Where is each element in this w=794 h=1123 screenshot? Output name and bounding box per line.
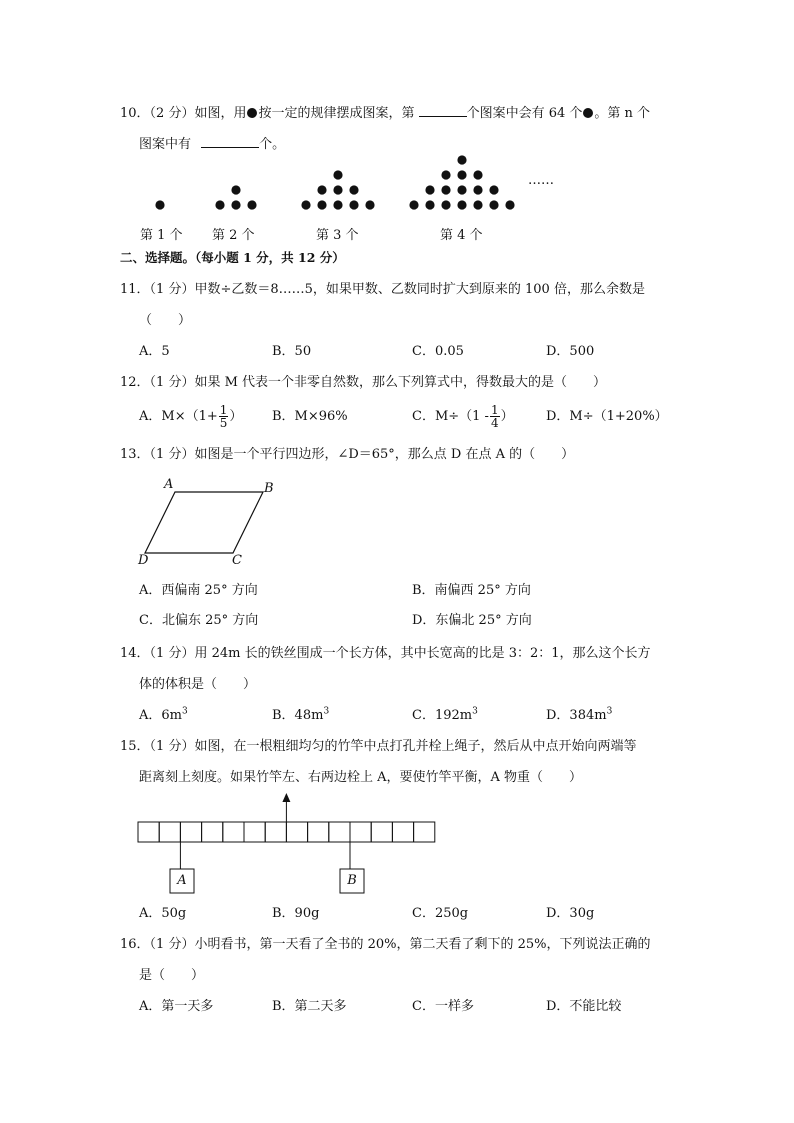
q13-option-a[interactable]: A．西偏南 25° 方向 [139, 583, 258, 598]
q16-option-c[interactable]: C．一样多 [412, 999, 474, 1014]
numerator: 1 [219, 403, 228, 417]
pole-segment [180, 822, 201, 842]
q15-option-a[interactable]: A．50g [139, 906, 187, 921]
figure-label-3: 第 3 个 [316, 228, 359, 243]
numerator: 1 [490, 403, 499, 417]
q10-text: 。第 n 个 [594, 106, 651, 121]
pole-segment [414, 822, 435, 842]
pole-segment [329, 822, 350, 842]
ellipsis: …… [528, 173, 554, 188]
denominator: 5 [219, 416, 228, 430]
q11-option-a[interactable]: A．5 [139, 344, 170, 359]
q13-stem: 13．（1 分）如图是一个平行四边形，∠D＝65°，那么点 D 在点 A 的（ ） [120, 447, 575, 462]
q10-text: 按一定的规律摆成图案，第 [258, 106, 415, 121]
q13-option-b[interactable]: B．南偏西 25° 方向 [412, 583, 531, 598]
q16-option-b[interactable]: B．第二天多 [272, 999, 347, 1014]
pole-segment [223, 822, 244, 842]
figure-label-1: 第 1 个 [140, 228, 183, 243]
pole-segment [371, 822, 392, 842]
pole-segment [350, 822, 371, 842]
vertex-label-d: D [138, 553, 149, 568]
q15-option-b[interactable]: B．90g [272, 906, 320, 921]
section-title: 二、选择题。（每小题 1 分，共 12 分） [120, 250, 345, 265]
pole-segment [138, 822, 159, 842]
pole-segment [159, 822, 180, 842]
vertex-label-b: B [264, 481, 274, 496]
q16-option-d[interactable]: D．不能比较 [546, 999, 622, 1014]
q11-stem: 11．（1 分）甲数÷乙数＝8……5，如果甲数、乙数同时扩大到原来的 100 倍，那么余数是 [120, 282, 645, 297]
q15-option-c[interactable]: C．250g [412, 906, 469, 921]
q10-text: 个。 [259, 137, 286, 152]
pole-segment [286, 822, 307, 842]
option-text: ） [500, 409, 514, 424]
q12-option-d[interactable]: D．M÷（1+20%） [546, 409, 668, 424]
q12-stem: 12．（1 分）如果 M 代表一个非零自然数，那么下列算式中，得数最大的是（ ） [120, 375, 607, 390]
exponent: 3 [323, 706, 330, 717]
q11-option-d[interactable]: D．500 [546, 344, 595, 359]
pole-segment [265, 822, 286, 842]
exponent: 3 [472, 706, 478, 717]
arrow-up-icon [282, 793, 290, 802]
pole-segment [392, 822, 413, 842]
q10-text: 个图案中会有 64 个 [466, 106, 583, 121]
q16-stem-line2: 是（ ） [139, 968, 205, 983]
denominator: 4 [490, 416, 499, 430]
q15-stem-line2: 距离刻上刻度。如果竹竿左、右两边栓上 A，要使竹竿平衡，A 物重（ ） [139, 770, 583, 785]
pole-segment [244, 822, 265, 842]
pole-segment [202, 822, 223, 842]
pole-segment [308, 822, 329, 842]
weight-b-label: B [347, 873, 357, 888]
vertex-label-c: C [232, 553, 242, 568]
q11-option-c[interactable]: C．0.05 [412, 344, 464, 359]
q10-text: 10．（2 分）如图，用 [120, 106, 247, 121]
weight-a-label: A [177, 873, 187, 888]
option-text: C．M÷（1 - [412, 409, 489, 424]
q14-stem-line2: 体的体积是（ ） [139, 677, 257, 692]
q15-stem-line1: 15．（1 分）如图，在一根粗细均匀的竹竿中点打孔并栓上绳子，然后从中点开始向两端等 [120, 739, 637, 754]
q13-option-d[interactable]: D．东偏北 25° 方向 [412, 613, 532, 628]
option-text: D．384m [546, 708, 607, 723]
q10-text: 图案中有 [139, 137, 192, 152]
q12-option-b[interactable]: B．M×96% [272, 409, 348, 424]
option-text: C．192m [412, 708, 473, 723]
option-text: ） [229, 409, 243, 424]
q16-stem-line1: 16．（1 分）小明看书，第一天看了全书的 20%，第二天看了剩下的 25%，下列说法正确的 [120, 937, 651, 952]
q13-option-c[interactable]: C．北偏东 25° 方向 [139, 613, 259, 628]
figure-label-4: 第 4 个 [440, 228, 483, 243]
q11-paren: （ ） [139, 313, 192, 328]
q16-option-a[interactable]: A．第一天多 [139, 999, 214, 1014]
q14-stem-line1: 14．（1 分）用 24m 长的铁丝围成一个长方体，其中长宽高的比是 3：2：1，那么这个长方 [120, 646, 651, 661]
option-text: A．M×（1+ [139, 409, 218, 424]
exponent: 3 [182, 706, 188, 717]
exponent: 3 [606, 706, 613, 717]
vertex-label-a: A [164, 477, 174, 492]
option-text: A．6m [139, 708, 182, 723]
option-text: B．48m [272, 708, 324, 723]
figure-label-2: 第 2 个 [212, 228, 255, 243]
q11-option-b[interactable]: B．50 [272, 344, 312, 359]
q15-option-d[interactable]: D．30g [546, 906, 595, 921]
